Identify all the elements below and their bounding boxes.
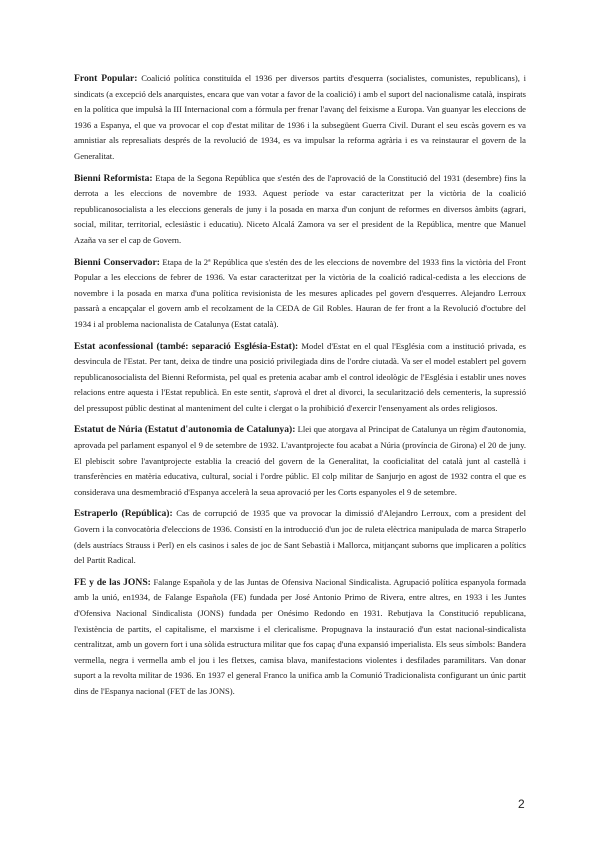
- entry-term: FE y de las JONS:: [74, 576, 151, 588]
- glossary-entry-estatut-de-nuria: [74, 422, 526, 500]
- entry-definition: Etapa de la 2ª República que s'estén des de les eleccions de novembre del 1933 fins la victòria del Front Popular a les eleccions de febrer de 1936. Va estar caracteritzat per la victòria de la coalició radical-cedista a les eleccions de novembre i la posada en marxa d'una política revisionista de les mesures aplicades pel govern d'esquerres. Alejandro Lerroux passarà a encapçalar el govern amb el recolzament de la CEDA de Gil Robles. Hauran de fer front a la Revolució d'octubre del 1934 i al problema nacionalista de Catalunya (Estat català).: [74, 256, 526, 329]
- entry-term: Bienni Reformista:: [74, 172, 153, 184]
- entry-term: Estatut de Núria (Estatut d'autonomia de Catalunya):: [74, 424, 296, 436]
- entry-definition: Etapa de la Segona República que s'estén des de l'aprovació de la Constitució del 1931 (desembre) fins la derrota a les eleccions de novembre de 1933. Aquest període va estar caracteritzat per la victòria de la coalició republicanosocialista a les eleccions generals de juny i la posada en marxa d'un conjunt de reformes en diversos àmbits (agrari, social, militar, territorial, eclesiàstic i educatiu). Niceto Alcalá Zamora va ser el president de la República, mentre que Manuel Azaña va ser el cap de Govern.: [74, 172, 526, 245]
- glossary-entry-bienni-conservador: [74, 255, 526, 333]
- entry-term: Estraperlo (República):: [74, 508, 173, 520]
- glossary-entry-estat-aconfessional: [74, 339, 526, 417]
- entry-definition: Cas de corrupció de 1935 que va provocar la dimissió d'Alejandro Lerroux, com a president del Govern i la convocatòria d'eleccions de 1936. Consistí en la introducció d'un joc de ruleta elèctrica manipulada de marca Straperlo (dels austríacs Strauss i Perl) en els casinos i sales de joc de Sant Sebastià i Mallorca, mitjançant suborns que implicaren a polítics del Partit Radical.: [74, 508, 526, 566]
- glossary-entry-estraperlo: [74, 506, 526, 568]
- entry-term: Bienni Conservador:: [74, 256, 160, 268]
- page-number: 2: [518, 797, 525, 811]
- glossary-entry-bienni-reformista: [74, 171, 526, 249]
- entry-definition: Model d'Estat en el qual l'Església com a institució privada, es desvincula de l'Estat. Per tant, deixa de tindre una posició privilegiada dins de l'ordre ciutadà. Va ser el model establert pel govern republicanosocialista del Bienni Reformista, pel qual es pretenia acabar amb el control ideològic de l'Església i establir unes noves relacions entre aquesta i l'Estat republicà. En este sentit, s'aprovà el dret al divorci, la secularització dels cementeris, la supressió del pressupost públic destinat al manteniment del culte i clergat o la prohibició d'exercir l'ensenyament als ordes religiosos.: [74, 340, 526, 413]
- entry-definition: Llei que atorgava al Principat de Catalunya un règim d'autonomia, aprovada pel parlament espanyol el 9 de setembre de 1932. L'avantprojecte fou acabat a Núria (província de Girona) el 20 de juny. El plebiscit sobre l'avantprojecte establia la creació del govern de la Generalitat, la cooficialitat del català junt al castellà i transferències en matèria educativa, cultural, social i l'ordre públic. El colp militar de Sanjurjo en agost de 1932 contra el que es considerava una desmembració d'Espanya accelerà la seua aprovació per les Corts espanyoles el 9 de setembre.: [74, 424, 526, 497]
- entry-definition: Falange Española y de las Juntas de Ofensiva Nacional Sindicalista. Agrupació política espanyola formada amb la unió, en1934, de Falange Española (FE) fundada per José Antonio Primo de Rivera, entre altres, en 1933 i les Juntes d'Ofensiva Nacional Sindicalista (JONS) fundada per Onésimo Redondo en 1931. Rebutjava la Constitució republicana, l'existència de partits, el capitalisme, el marxisme i el clericalisme. Propugnava la instauració d'un estat nacional-sindicalista centralitzat, amb un govern fort i una sòlida estructura militar que fos capaç d'una expansió imperialista. Els seus símbols: Bandera vermella, negra i vermella amb el jou i les fletxes, camisa blava, manifestacions violentes i desfilades paramilitars. Van donar suport a la revolta militar de 1936. En 1937 el general Franco la unifica amb la Comunió Tradicionalista configurant un únic partit dins de l'Espanya nacional (FET de las JONS).: [74, 576, 526, 696]
- entry-term: Estat aconfessional (també: separació Església-Estat):: [74, 340, 299, 352]
- entry-definition: Coalició política constituïda el 1936 per diversos partits d'esquerra (socialistes, comunistes, republicans), i sindicats (a excepció dels anarquistes, encara que van votar a favor de la coalició) i amb el suport del nacionalisme català, inspirats en la política que impulsà la III Internacional com a fórmula per frenar l'avanç del feixisme a Europa. Van guanyar les eleccions de 1936 a Espanya, el que va provocar el cop d'estat militar de 1936 i la subsegüent Guerra Civil. Durant el seu escàs govern es va amnistiar als represaliats després de la revolució de 1934, es va impulsar la reforma agrària i es va reinstaurar el govern de la Generalitat.: [74, 73, 526, 161]
- glossary-entry-fe-jons: [74, 575, 526, 700]
- glossary: [74, 71, 526, 706]
- glossary-entry-front-popular: [74, 71, 526, 165]
- entry-term: Front Popular:: [74, 73, 138, 84]
